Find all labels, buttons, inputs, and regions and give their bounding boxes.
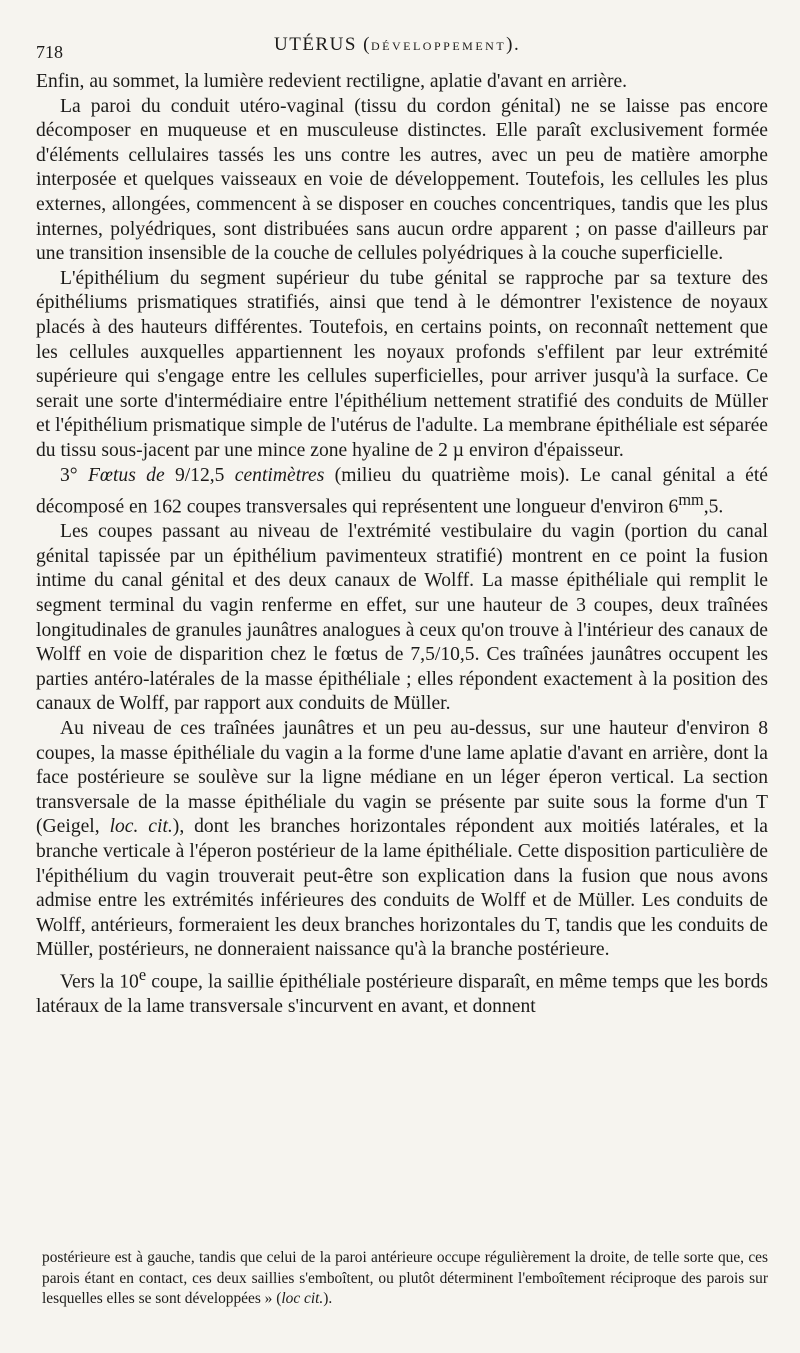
para4-fetus: Fœtus de bbox=[87, 464, 165, 486]
paragraph-3: L'épithélium du segment supérieur du tube génital se rapproche par sa texture des épithéliums prismatiques stratifiés, ainsi que tend à le démontrer l'existence de noyaux placés à des hauteurs différentes. Toutefois, en certains points, on reconnaît nettement que les cellules auxquelles appartiennent les noyaux profonds s'effilent par leur extrémité supérieure qui s'engage entre les cellules superficielles, pour arriver jusqu'à la surface. Ce serait une sorte d'intermédiaire entre l'épithélium nettement stratifié des conduits de Müller et l'épithélium prismatique simple de l'utérus de l'adulte. La membrane épithéliale est séparée du tissu sous-jacent par une mince zone hyaline de 2 µ environ d'épaisseur. bbox=[36, 267, 768, 461]
footnote-before: postérieure est à gauche, tandis que celui de la paroi antérieure occupe régulièrement la droite, de telle sorte que, ces parois étant en contact, ces deux saillies s'emboîtent, ou plutôt déterminent l'emboîtement réciproque des parois sur lesquelles elles se sont développées » ( bbox=[42, 1249, 768, 1307]
running-head-title: UTÉRUS ( bbox=[274, 34, 371, 55]
footnote-text bbox=[42, 1248, 768, 1310]
footnote-loc: loc cit. bbox=[281, 1290, 324, 1307]
para7-b: coupe, la saillie épithéliale postérieure disparaît, en même temps que les bords latéraux de la lame transversale s'incurvent en avant, et donnent bbox=[36, 971, 768, 1018]
para4-num: 3° bbox=[60, 464, 88, 486]
running-head bbox=[274, 34, 520, 56]
paragraph-6 bbox=[36, 717, 768, 963]
paragraph-1: Enfin, au sommet, la lumière redevient rectiligne, aplatie d'avant en arrière. bbox=[36, 71, 628, 92]
page-header bbox=[36, 30, 768, 70]
para6-loc: loc. cit. bbox=[109, 816, 173, 838]
paragraph-5: Les coupes passant au niveau de l'extrémité vestibulaire du vagin (portion du canal génital tapissée par un épithélium pavimenteux stratifié) montrent en ce point la fusion intime du canal génital et des deux canaux de Wolff. La masse épithéliale qui remplit le segment terminal du vagin renferme en effet, sur une hauteur de 3 coupes, deux traînées longitudinales de granules jaunâtres analogues à ceux qu'on trouve à l'intérieur des canaux de Wolff en voie de disparition chez le fœtus de 7,5/10,5. Ces traînées jaunâtres occupent les parties antéro-latérales de la masse épithéliale ; elles répondent exactement à la position des canaux de Wolff, par rapport aux conduits de Müller. bbox=[36, 521, 768, 715]
paragraph-7 bbox=[36, 963, 768, 1020]
para4-end: ,5. bbox=[703, 496, 724, 518]
main-text bbox=[36, 70, 768, 1020]
para7-sup: e bbox=[138, 964, 147, 984]
para4-sup: mm bbox=[678, 490, 704, 510]
para4-rest: (milieu du quatrième mois). Le canal génital a été décomposé en 162 coupes transversales qui représentent une longueur d'environ 6 bbox=[36, 464, 769, 518]
para4-measure: 9/12,5 bbox=[164, 464, 235, 486]
paragraph-2: La paroi du conduit utéro-vaginal (tissu du cordon génital) ne se laisse pas encore décomposer en muqueuse et en musculeuse distinctes. Elle paraît exclusivement formée d'éléments cellulaires tassés les uns contre les autres, avec un peu de matière amorphe interposée et quelques vaisseaux en voie de développement. Toutefois, les cellules les plus externes, allongées, commencent à se disposer en couches concentriques, tandis que les plus internes, polyédriques, sont distribuées sans aucun ordre apparent ; on passe d'ailleurs par une transition insensible de la couche de cellules polyédriques à la couche superficielle. bbox=[36, 95, 768, 265]
para7-a: Vers la 10 bbox=[60, 971, 139, 993]
running-head-close: ). bbox=[506, 34, 521, 55]
page-number: 718 bbox=[36, 42, 63, 62]
footnote bbox=[42, 1248, 768, 1310]
footnote-after: ). bbox=[323, 1290, 333, 1307]
para4-cm: centimètres bbox=[234, 464, 325, 486]
running-head-subtitle: DÉVELOPPEMENT bbox=[370, 39, 507, 53]
para6-after: ), dont les branches horizontales répondent aux moitiés latérales, et la branche verticale à l'éperon postérieur de la lame épithéliale. Cette disposition particulière de l'épithélium du vagin trouverait peut-être son explication dans la fusion que nous avons admise entre les extrémités inférieures des conduits de Wolff et de Müller. Les conduits de Wolff, antérieurs, formeraient les deux branches horizontales du T, tandis que les conduits de Müller, postérieurs, ne donneraient naissance qu'à la branche postérieure. bbox=[36, 816, 769, 961]
paragraph-4 bbox=[36, 464, 768, 521]
para6-before: Au niveau de ces traînées jaunâtres et un peu au-dessus, sur une hauteur d'environ 8 coupes, la masse épithéliale du vagin a la forme d'une lame aplatie d'avant en arrière, dont la face postérieure se soulève sur la ligne médiane en un léger éperon vertical. La section transversale de la masse épithéliale du vagin se présente par suite sous la forme d'un T (Geigel, bbox=[36, 717, 768, 838]
